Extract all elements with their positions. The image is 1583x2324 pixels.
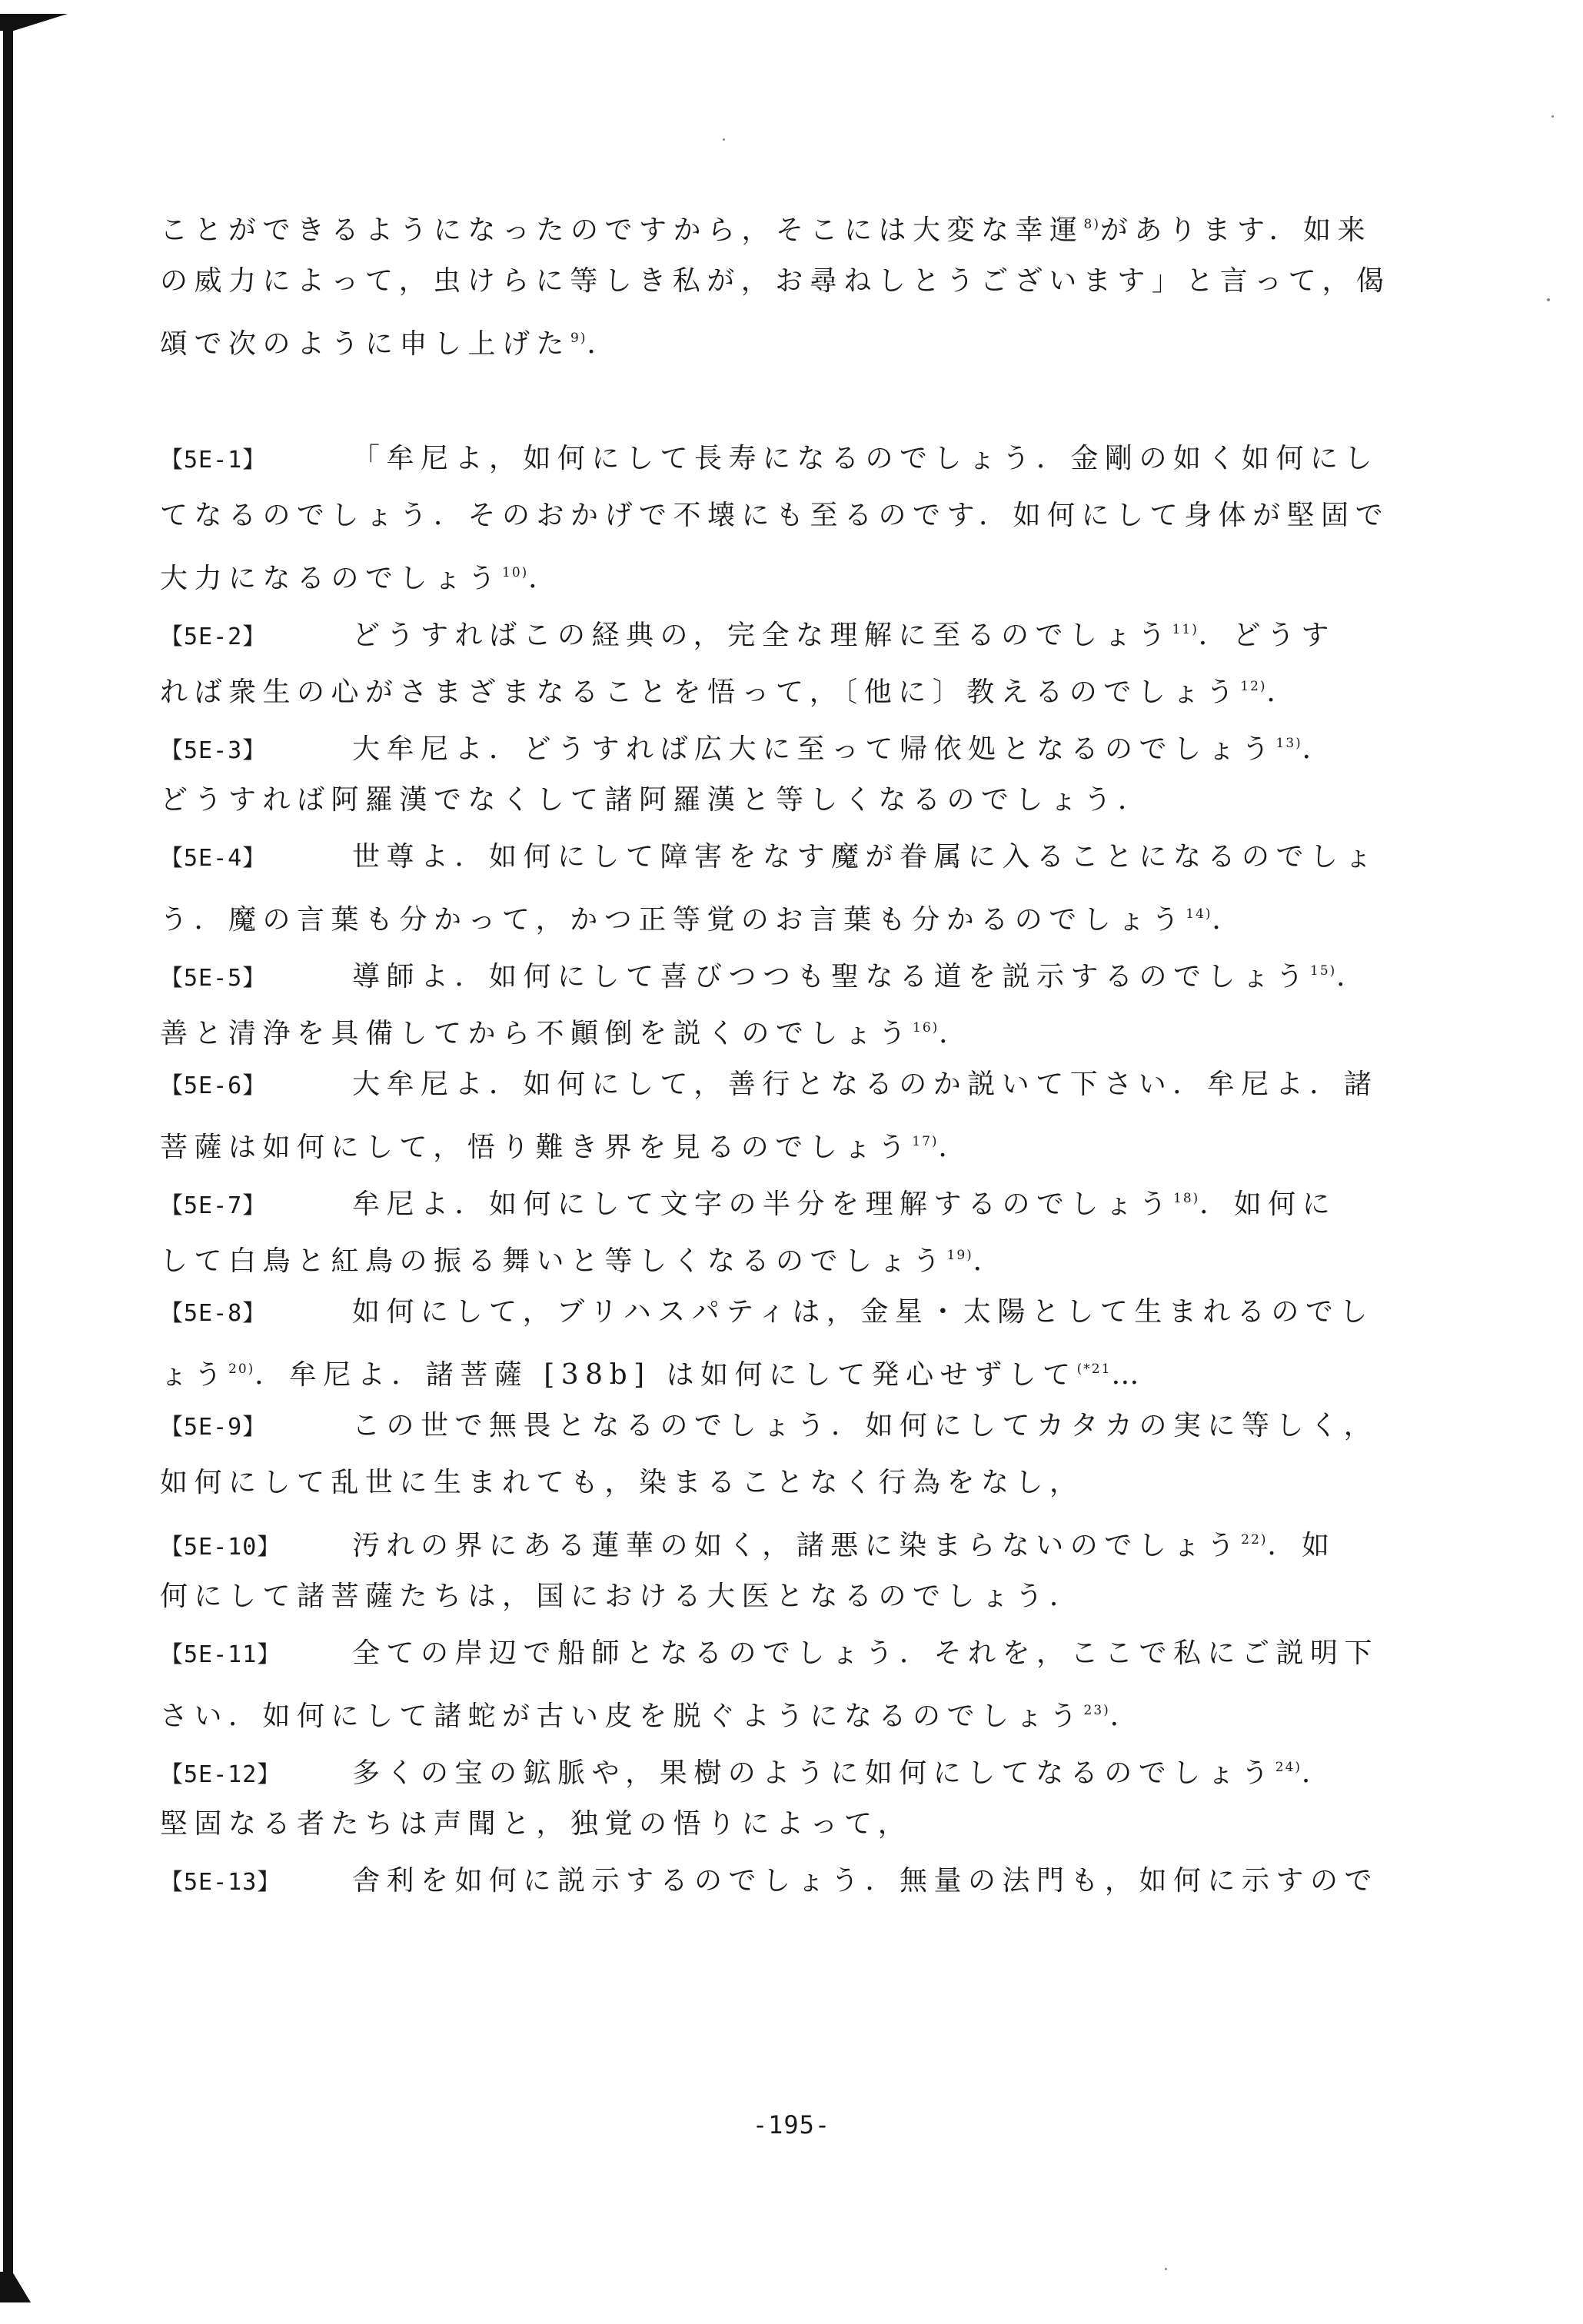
text-line: 【5E-4】 世尊よ．如何にして障害をなす魔が眷属に入ることになるのでしょ <box>160 829 1329 886</box>
text-line: 【5E-3】 大牟尼よ．どうすれば広大に至って帰依処となるのでしょう$^{13)}$． <box>160 715 1329 772</box>
verse-5E-11 <box>160 1625 1379 1739</box>
scan-speck <box>1547 298 1550 301</box>
text-line: 【5E-10】 汚れの界にある蓮華の如く，諸悪に染まらないのでしょう$^{22)}$．如 <box>160 1511 1329 1568</box>
text-line: 【5E-9】 この世で無畏となるのでしょう．如何にしてカタカの実に等しく， <box>160 1398 1329 1455</box>
verse-tag: 【5E-1】 <box>160 447 267 474</box>
text-line: 善と清浄を具備してから不顚倒を説くのでしょう$^{16)}$． <box>160 1018 973 1049</box>
verse-5E-13 <box>160 1853 1379 1910</box>
verse-tag: 【5E-8】 <box>160 1300 267 1327</box>
scan-speck <box>1551 115 1554 118</box>
text-line: 【5E-11】 全ての岸辺で船師となるのでしょう．それを，ここで私にご説明下 <box>160 1625 1329 1682</box>
verse-5E-10 <box>160 1511 1336 1625</box>
text-line: う．魔の言葉も分かって，かつ正等覚のお言葉も分かるのでしょう$^{14)}$． <box>160 904 1247 936</box>
verse-tag: 【5E-7】 <box>160 1192 267 1219</box>
verse-5E-4 <box>160 829 1379 943</box>
verse-tag: 【5E-10】 <box>160 1534 281 1561</box>
verse-tag: 【5E-6】 <box>160 1072 267 1099</box>
scan-speck <box>1165 2268 1167 2270</box>
verse-tag: 【5E-4】 <box>160 845 267 872</box>
verse-5E-6 <box>160 1056 1378 1170</box>
text-line: 【5E-7】 牟尼よ．如何にして文字の半分を理解するのでしょう$^{18)}$．如何に <box>160 1170 1329 1227</box>
verse-list <box>160 431 1390 1910</box>
verse-tag: 【5E-2】 <box>160 623 267 650</box>
binding-edge-bottom <box>0 2272 31 2302</box>
verse-5E-5 <box>160 943 1371 1056</box>
binding-edge <box>3 17 13 2285</box>
page-number: -195- <box>752 2110 831 2139</box>
text-line: 【5E-13】 舎利を如何に説示するのでしょう．無量の法門も，如何に示すので <box>160 1853 1329 1910</box>
verse-5E-7 <box>160 1170 1337 1284</box>
text-line: 【5E-1】 「牟尼よ，如何にして長寿になるのでしょう．金剛の如く如何にし <box>160 431 1329 487</box>
text-line: 【5E-12】 多くの宝の鉱脈や，果樹のように如何にしてなるのでしょう$^{24)}$． <box>160 1739 1329 1796</box>
text-line: 【5E-5】 導師よ．如何にして喜びつつも聖なる道を説示するのでしょう$^{15)}$． <box>160 943 1329 999</box>
text-line: れば衆生の心がさまざまなることを悟って，〔他に〕教えるのでしょう$^{12)}$． <box>160 677 1302 708</box>
verse-5E-2 <box>160 601 1335 715</box>
verse-5E-12 <box>160 1739 1336 1853</box>
verse-tag: 【5E-3】 <box>160 737 267 764</box>
text-line: てなるのでしょう．そのおかげで不壊にも至るのです．如何にして身体が堅固で <box>160 500 1390 531</box>
text-line: 【5E-8】 如何にして，ブリハスパティは，金星・太陽として生まれるのでし <box>160 1284 1329 1341</box>
verse-tag: 【5E-11】 <box>160 1641 281 1668</box>
text-line: 頌で次のように申し上げた$^{9)}$． <box>160 328 621 360</box>
text-line: して白鳥と紅鳥の振る舞いと等しくなるのでしょう$^{19)}$． <box>160 1245 1008 1277</box>
text-line: の威力によって，虫けらに等しき私が，お尋ねしとうございます」と言って，偈 <box>160 265 1391 297</box>
verse-5E-1 <box>160 431 1390 601</box>
text-line: 【5E-6】 大牟尼よ．如何にして，善行となるのか説いて下さい．牟尼よ．諸 <box>160 1056 1329 1113</box>
scan-speck <box>723 138 725 141</box>
text-line: さい．如何にして諸蛇が古い皮を脱ぐようになるのでしょう$^{23)}$． <box>160 1701 1145 1732</box>
text-line: 菩薩は如何にして，悟り難き界を見るのでしょう$^{17)}$． <box>160 1132 973 1163</box>
verse-tag: 【5E-13】 <box>160 1869 281 1896</box>
text-line: どうすれば阿羅漢でなくして諸阿羅漢と等しくなるのでしょう． <box>160 784 1152 816</box>
text-line: ことができるようになったのですから，そこには大変な幸運$^{8)}$があります．如来 <box>160 214 1372 246</box>
verse-5E-3 <box>160 715 1337 829</box>
verse-tag: 【5E-5】 <box>160 965 267 992</box>
verse-tag: 【5E-12】 <box>160 1761 281 1788</box>
text-line: 如何にして乱世に生まれても，染まることなく行為をなし， <box>160 1467 1084 1498</box>
text-line: 【5E-2】 どうすればこの経典の，完全な理解に至るのでしょう$^{11)}$．どうす <box>160 601 1329 658</box>
verse-tag: 【5E-9】 <box>160 1414 267 1441</box>
intro-paragraph <box>160 196 1391 367</box>
text-line: 何にして諸菩薩たちは，国における大医となるのでしょう． <box>160 1581 1084 1612</box>
text-line: 大力になるのでしょう$^{10)}$． <box>160 563 563 594</box>
text-line: 堅固なる者たちは声聞と，独覚の悟りによって， <box>160 1808 913 1840</box>
text-line: ょう$^{20)}$．牟尼よ．諸菩薩 [38b] は如何にして発心せずして$^{(*21}$… <box>160 1359 1146 1391</box>
verse-5E-8 <box>160 1284 1374 1398</box>
verse-5E-9 <box>160 1398 1378 1511</box>
